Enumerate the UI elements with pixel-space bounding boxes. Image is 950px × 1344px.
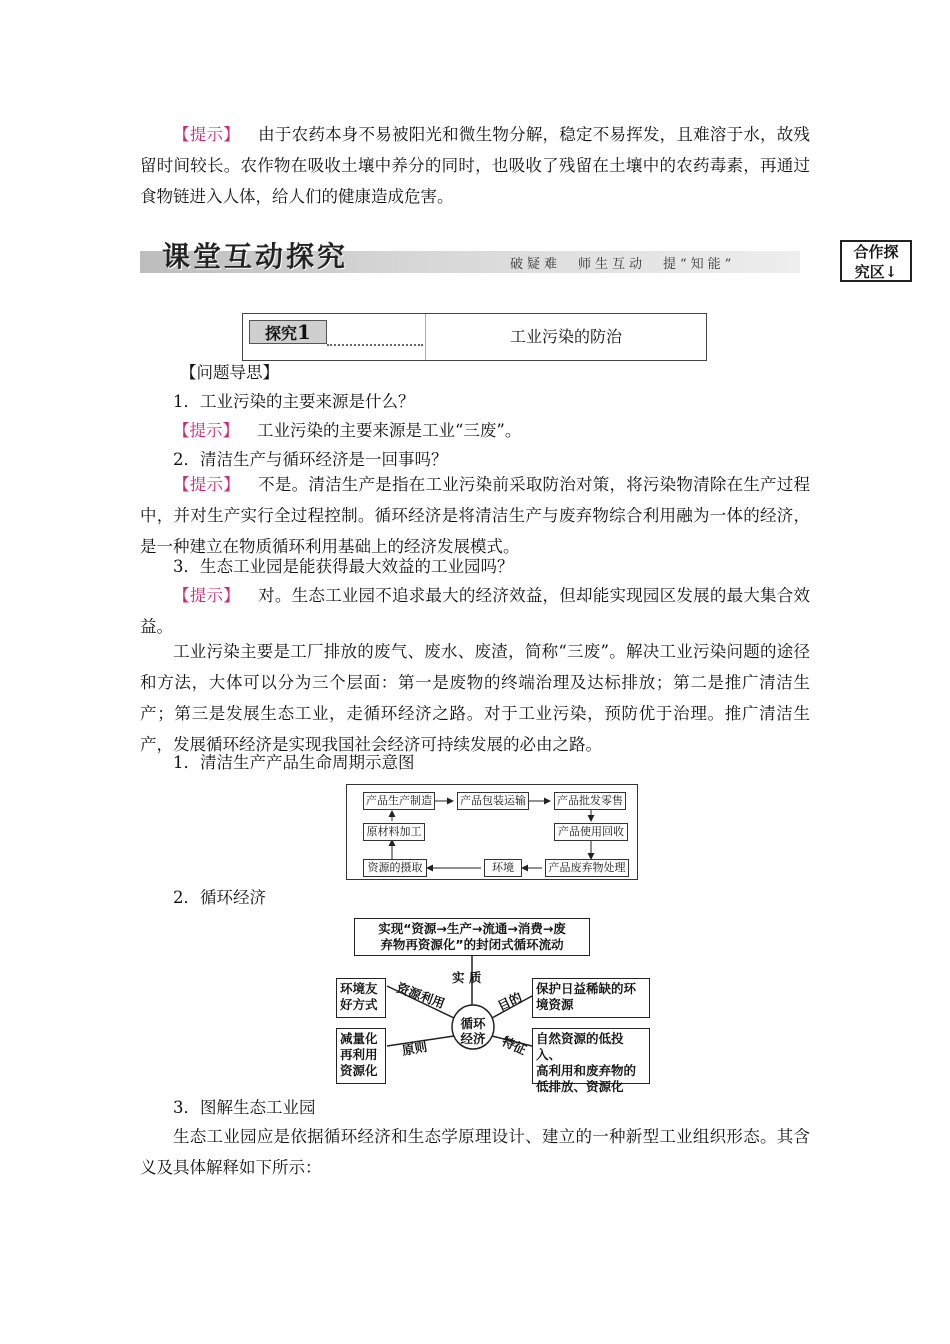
essence-line-2: 弃物再资源化”的封闭式循环流动 bbox=[380, 937, 564, 952]
answer-3-text: 对。生态工业园不追求最大的经济效益，但却能实现园区发展的最大集合效益。 bbox=[140, 586, 811, 636]
hint-label: 【提示】 bbox=[173, 125, 240, 144]
sec3-text: 生态工业园应是依据循环经济和生态学原理设计、建立的一种新型工业组织形态。其含义及具体解释如下所示： bbox=[140, 1127, 810, 1177]
question-1: 1．工业污染的主要来源是什么？ bbox=[173, 392, 415, 411]
right2-line-2: 高利用和废弃物的 bbox=[536, 1063, 637, 1078]
right1-line-1: 保护日益稀缺的环 bbox=[536, 981, 637, 996]
box-resource-extraction: 资源的摄取 bbox=[363, 859, 427, 877]
box-packaging: 产品包装运输 bbox=[457, 792, 529, 810]
essence-box bbox=[354, 918, 590, 956]
coop-explore-badge bbox=[840, 240, 912, 282]
coop-line-2: 究区↓ bbox=[854, 263, 898, 281]
banner-subtitle: 破疑难 师生互动 提“知能” bbox=[510, 257, 736, 272]
intro-text: 由于农药本身不易被阳光和微生物分解，稳定不易挥发，且难溶于水，故残留时间较长。农作物在吸收土壤中养分的同时，也吸收了残留在土壤中的农药毒素，再通过食物链进入人体，给人们的健康造成危害。 bbox=[140, 125, 811, 206]
left-box-friendly bbox=[336, 978, 386, 1018]
question-2: 2．清洁生产与循环经济是一回事吗？ bbox=[173, 450, 448, 469]
box-manufacturing: 产品生产制造 bbox=[363, 792, 435, 810]
center-line-2: 经济 bbox=[460, 1031, 486, 1046]
explore-tag-text: 探究 bbox=[265, 324, 298, 343]
label-feature: 特征 bbox=[499, 1033, 529, 1058]
left-box-principles bbox=[336, 1028, 386, 1084]
right-box-features bbox=[532, 1028, 650, 1094]
hint-label: 【提示】 bbox=[173, 421, 239, 440]
hint-label: 【提示】 bbox=[173, 475, 240, 494]
right2-line-1: 自然资源的低投入、 bbox=[536, 1031, 624, 1062]
sec2-title: 2．循环经济 bbox=[173, 888, 266, 907]
label-principle: 原则 bbox=[400, 1038, 429, 1059]
right-box-purpose bbox=[532, 978, 650, 1018]
center-label bbox=[454, 1016, 492, 1046]
coop-line-1: 合作探 bbox=[853, 243, 899, 261]
answer-2-text: 不是。清洁生产是指在工业污染前采取防治对策，将污染物清除在生产过程中，并对生产实行全过程控制。循环经济是将清洁生产与废弃物综合利用融为一体的经济，是一种建立在物质循环利用基础上的经济发展模式。 bbox=[140, 475, 811, 556]
sec1-title: 1．清洁生产产品生命周期示意图 bbox=[173, 753, 415, 772]
box-raw-processing: 原材料加工 bbox=[363, 823, 425, 841]
left2-line-3: 资源化 bbox=[340, 1063, 378, 1078]
right1-line-2: 境资源 bbox=[536, 997, 574, 1012]
explore-tag bbox=[249, 320, 327, 344]
answer-1-text: 工业污染的主要来源是工业“三废”。 bbox=[257, 421, 522, 440]
left1-line-2: 好方式 bbox=[340, 997, 378, 1012]
question-3: 3．生态工业园是能获得最大效益的工业园吗？ bbox=[173, 557, 514, 576]
label-purpose: 目的 bbox=[495, 989, 525, 1014]
center-line-1: 循环 bbox=[460, 1016, 486, 1031]
section-banner bbox=[140, 237, 810, 279]
left2-line-1: 减量化 bbox=[340, 1031, 378, 1046]
circular-economy-diagram bbox=[332, 916, 652, 1094]
answer-3 bbox=[140, 580, 810, 642]
explore-number: 1 bbox=[297, 320, 311, 344]
answer-2 bbox=[140, 469, 810, 562]
answer-1 bbox=[140, 415, 810, 446]
right2-line-3: 低排放、资源化 bbox=[536, 1079, 624, 1094]
box-waste-treatment: 产品废弃物处理 bbox=[545, 859, 629, 877]
explore-box bbox=[242, 313, 707, 361]
box-use-recycling: 产品使用回收 bbox=[554, 823, 628, 841]
left2-line-2: 再利用 bbox=[340, 1047, 378, 1062]
label-essence: 实 质 bbox=[452, 970, 482, 985]
box-environment: 环境 bbox=[484, 859, 522, 877]
box-retail: 产品批发零售 bbox=[554, 792, 626, 810]
intro-paragraph bbox=[140, 119, 810, 212]
hint-label: 【提示】 bbox=[173, 586, 240, 605]
explore-title: 工业污染的防治 bbox=[509, 327, 622, 346]
left1-line-1: 环境友 bbox=[340, 981, 378, 996]
banner-title: 课堂互动探究 bbox=[162, 240, 349, 273]
qa-heading: 【问题导思】 bbox=[180, 363, 279, 382]
essence-line-1: 实现“资源→生产→流通→消费→废 bbox=[378, 921, 566, 936]
label-resource-use: 资源利用 bbox=[394, 979, 447, 1012]
explore-dots bbox=[327, 344, 423, 346]
body-paragraph: 工业污染主要是工厂排放的废气、废水、废渣，简称“三废”。解决工业污染问题的途径和方法，大体可以分为三个层面：第一是废物的终端治理及达标排放；第二是推广清洁生产；第三是发展生态工业，走循环经济之路。对于工业污染，预防优于治理。推广清洁生产，发展循环经济是实现我国社会经济可持续发展的必由之路。 bbox=[140, 642, 810, 754]
lifecycle-diagram bbox=[346, 784, 638, 880]
sec3-title: 3．图解生态工业园 bbox=[173, 1098, 316, 1117]
